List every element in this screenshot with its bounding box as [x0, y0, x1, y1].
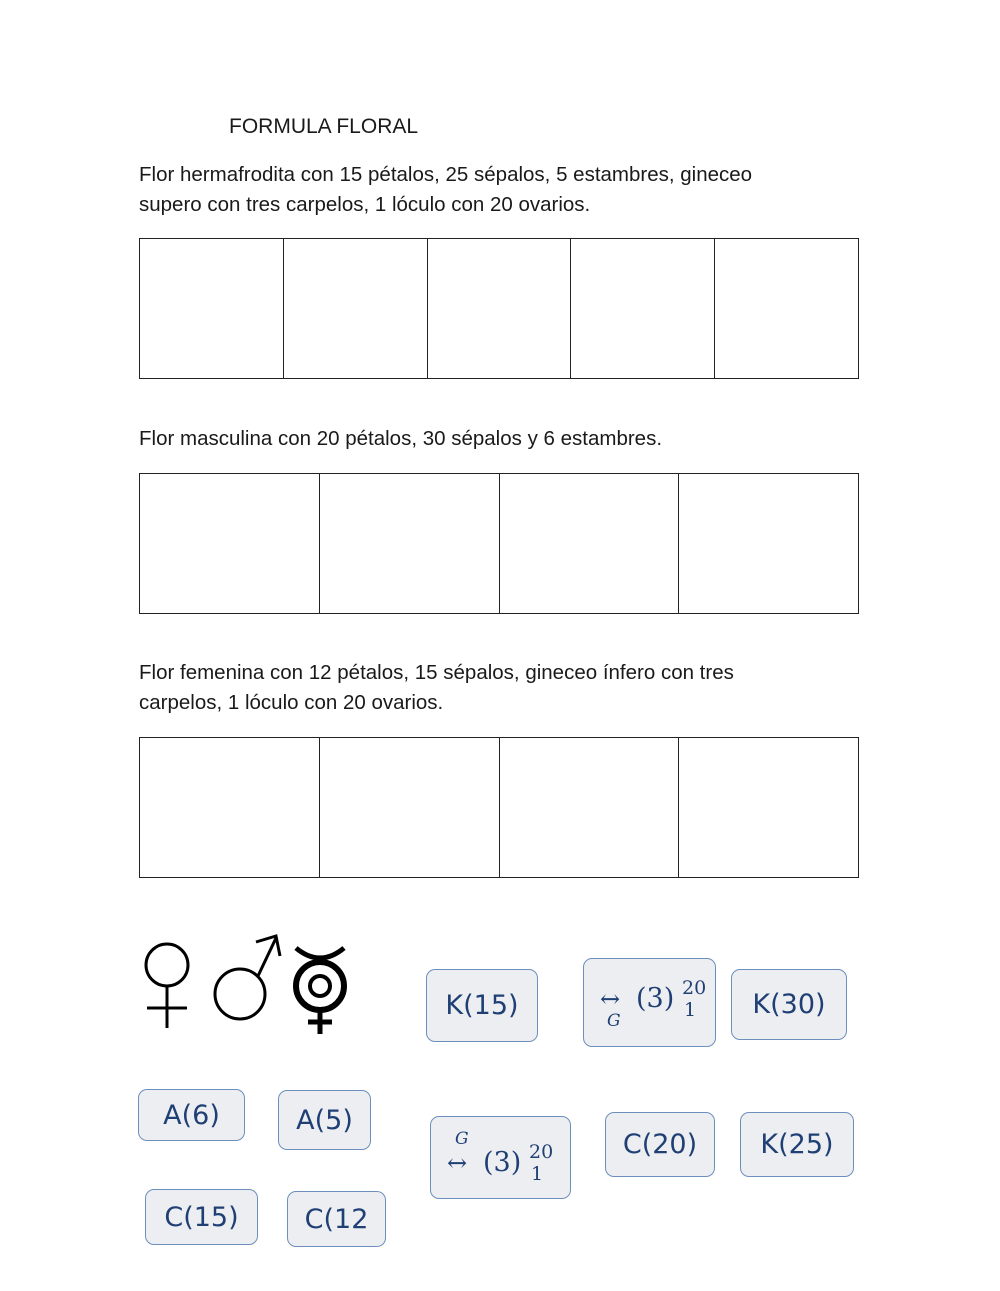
question-3-text [139, 658, 859, 718]
tile-a6[interactable]: A(6) [138, 1089, 245, 1141]
drop-slot[interactable] [284, 239, 428, 378]
tile-gynoecium-supero[interactable] [583, 958, 716, 1047]
answer-row-2 [139, 473, 859, 614]
question-2-line-1: Flor masculina con 20 pétalos, 30 sépalos y 6 estambres. [139, 427, 663, 450]
answer-row-3 [139, 737, 859, 878]
drop-slot[interactable] [320, 474, 500, 613]
drop-slot[interactable] [679, 474, 858, 613]
tile-c20[interactable]: C(20) [605, 1112, 715, 1177]
drop-slot[interactable] [715, 239, 858, 378]
drop-slot[interactable] [140, 239, 284, 378]
drop-slot[interactable] [500, 474, 680, 613]
female-symbol-icon[interactable] [140, 940, 196, 1032]
drop-slot[interactable] [679, 738, 858, 877]
tile-a5[interactable]: A(5) [278, 1090, 371, 1150]
drop-slot[interactable] [571, 239, 715, 378]
drop-slot[interactable] [500, 738, 680, 877]
gynoecium-g: G [607, 1011, 621, 1031]
drop-slot[interactable] [320, 738, 500, 877]
gynoecium-formula-supero: ↔ G (3) 20 1 [600, 977, 707, 1031]
question-1-line-1: Flor hermafrodita con 15 pétalos, 25 sépalos, 5 estambres, gineceo [139, 163, 753, 186]
arrow-icon: ↔ [600, 985, 621, 1013]
tile-k30[interactable]: K(30) [731, 969, 847, 1040]
arrow-icon: ↔ [447, 1149, 468, 1177]
question-3-line-2: carpelos, 1 lóculo con 20 ovarios. [139, 691, 444, 714]
gynoecium-g: G [455, 1129, 469, 1149]
gynoecium-formula-infero: G ↔ (3) 20 1 [447, 1129, 554, 1185]
tile-c15[interactable]: C(15) [145, 1189, 258, 1245]
question-1-text [139, 160, 859, 220]
drop-slot[interactable] [140, 474, 320, 613]
question-3-line-1: Flor femenina con 12 pétalos, 15 sépalos, gineceo ínfero con tres [139, 661, 734, 684]
male-symbol-icon[interactable] [210, 932, 282, 1028]
question-2-text [139, 424, 859, 454]
answer-row-1 [139, 238, 859, 379]
drop-slot[interactable] [140, 738, 320, 877]
tile-k15[interactable]: K(15) [426, 969, 538, 1042]
question-1-line-2: supero con tres carpelos, 1 lóculo con 20 ovarios. [139, 193, 591, 216]
tile-gynoecium-infero[interactable] [430, 1116, 571, 1199]
hermaphrodite-symbol-icon[interactable] [288, 944, 352, 1036]
page-title: FORMULA FLORAL [229, 115, 419, 138]
tile-c12[interactable]: C(12 [287, 1191, 386, 1247]
drop-slot[interactable] [428, 239, 572, 378]
tile-k25[interactable]: K(25) [740, 1112, 854, 1177]
